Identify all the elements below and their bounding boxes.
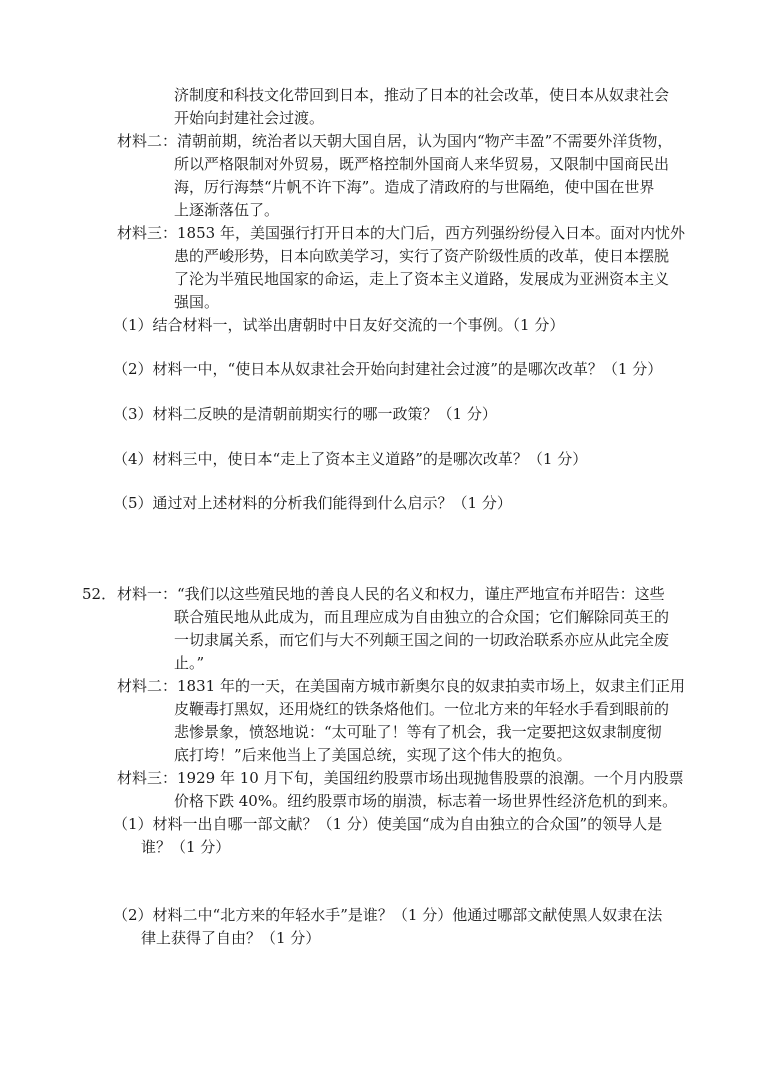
q52-subquestion-1: （1）材料一出自哪一部文献？（1 分）使美国“成为自由独立的合众国”的领导人是 [113, 815, 663, 833]
q52-material1-line: 一切隶属关系，而它们与大不列颠王国之间的一切政治联系亦应从此完全废 [174, 631, 670, 649]
q51-subquestion-5: （5）通过对上述材料的分析我们能得到什么启示？（1 分） [113, 494, 512, 512]
q52-subquestion-1-cont: 谁？（1 分） [141, 838, 231, 856]
q51-subquestion-4: （4）材料三中，使日本“走上了资本主义道路”的是哪次改革？（1 分） [113, 450, 588, 468]
q51-material3-line: 了沦为半殖民地国家的命运，走上了资本主义道路，发展成为亚洲资本主义 [174, 270, 670, 288]
q51-material1-line: 济制度和科技文化带回到日本，推动了日本的社会改革，使日本从奴隶社会 [174, 86, 670, 104]
q51-subquestion-2: （2）材料一中，“使日本从奴隶社会开始向封建社会过渡”的是哪次改革？（1 分） [113, 360, 663, 378]
q51-material3-line: 强国。 [174, 293, 220, 311]
q51-subquestion-3: （3）材料二反映的是清朝前期实行的哪一政策？（1 分） [113, 405, 497, 423]
q52-material2-line: 底打垮！”后来他当上了美国总统，实现了这个伟大的抱负。 [174, 746, 572, 764]
q52-material3-line: 价格下跌 40%。纽约股票市场的崩溃，标志着一场世界性经济危机的到来。 [174, 792, 678, 810]
q52-subquestion-2-cont: 律上获得了自由？（1 分） [141, 929, 321, 947]
q52-material2-line: 皮鞭毒打黑奴，还用烧红的铁条烙他们。一位北方来的年轻水手看到眼前的 [174, 700, 670, 718]
q52-material2-line: 材料二：1831 年的一天，在美国南方城市新奥尔良的奴隶拍卖市场上，奴隶主们正用 [117, 677, 685, 695]
q52-material1-line: 联合殖民地从此成为，而且理应成为自由独立的合众国；它们解除同英王的 [174, 608, 670, 626]
q52-material2-line: 悲惨景象，愤怒地说：“太可耻了！等有了机会，我一定要把这奴隶制度彻 [174, 723, 662, 741]
q51-material2-line: 海，厉行海禁“片帆不许下海”。造成了清政府的与世隔绝，使中国在世界 [174, 178, 655, 196]
q51-material1-line: 开始向封建社会过渡。 [174, 109, 325, 127]
q51-material2-line: 上逐渐落伍了。 [174, 201, 280, 219]
q52-material1-line: 止。” [174, 654, 205, 672]
q52-material1-line: 材料一：“我们以这些殖民地的善良人民的名义和权力，谨庄严地宣布并昭告：这些 [117, 585, 665, 603]
q52-subquestion-2: （2）材料二中“北方来的年轻水手”是谁？（1 分）他通过哪部文献使黑人奴隶在法 [113, 906, 663, 924]
q52-material3-line: 材料三：1929 年 10 月下旬，美国纽约股票市场出现抛售股票的浪潮。一个月内股票 [117, 769, 684, 787]
q51-material3-line: 患的严峻形势，日本向欧美学习，实行了资产阶级性质的改革，使日本摆脱 [174, 247, 670, 265]
q51-material2-line: 材料二：清朝前期，统治者以天朝大国自居，认为国内“物产丰盈”不需要外洋货物， [117, 132, 673, 150]
q52-number: 52． [82, 585, 117, 603]
q51-material2-line: 所以严格限制对外贸易，既严格控制外国商人来华贸易，又限制中国商民出 [174, 155, 670, 173]
q51-subquestion-1: （1）结合材料一，试举出唐朝时中日友好交流的一个事例。（1 分） [113, 316, 565, 334]
q51-material3-line: 材料三：1853 年，美国强行打开日本的大门后，西方列强纷纷侵入日本。面对内忧外 [117, 224, 685, 242]
